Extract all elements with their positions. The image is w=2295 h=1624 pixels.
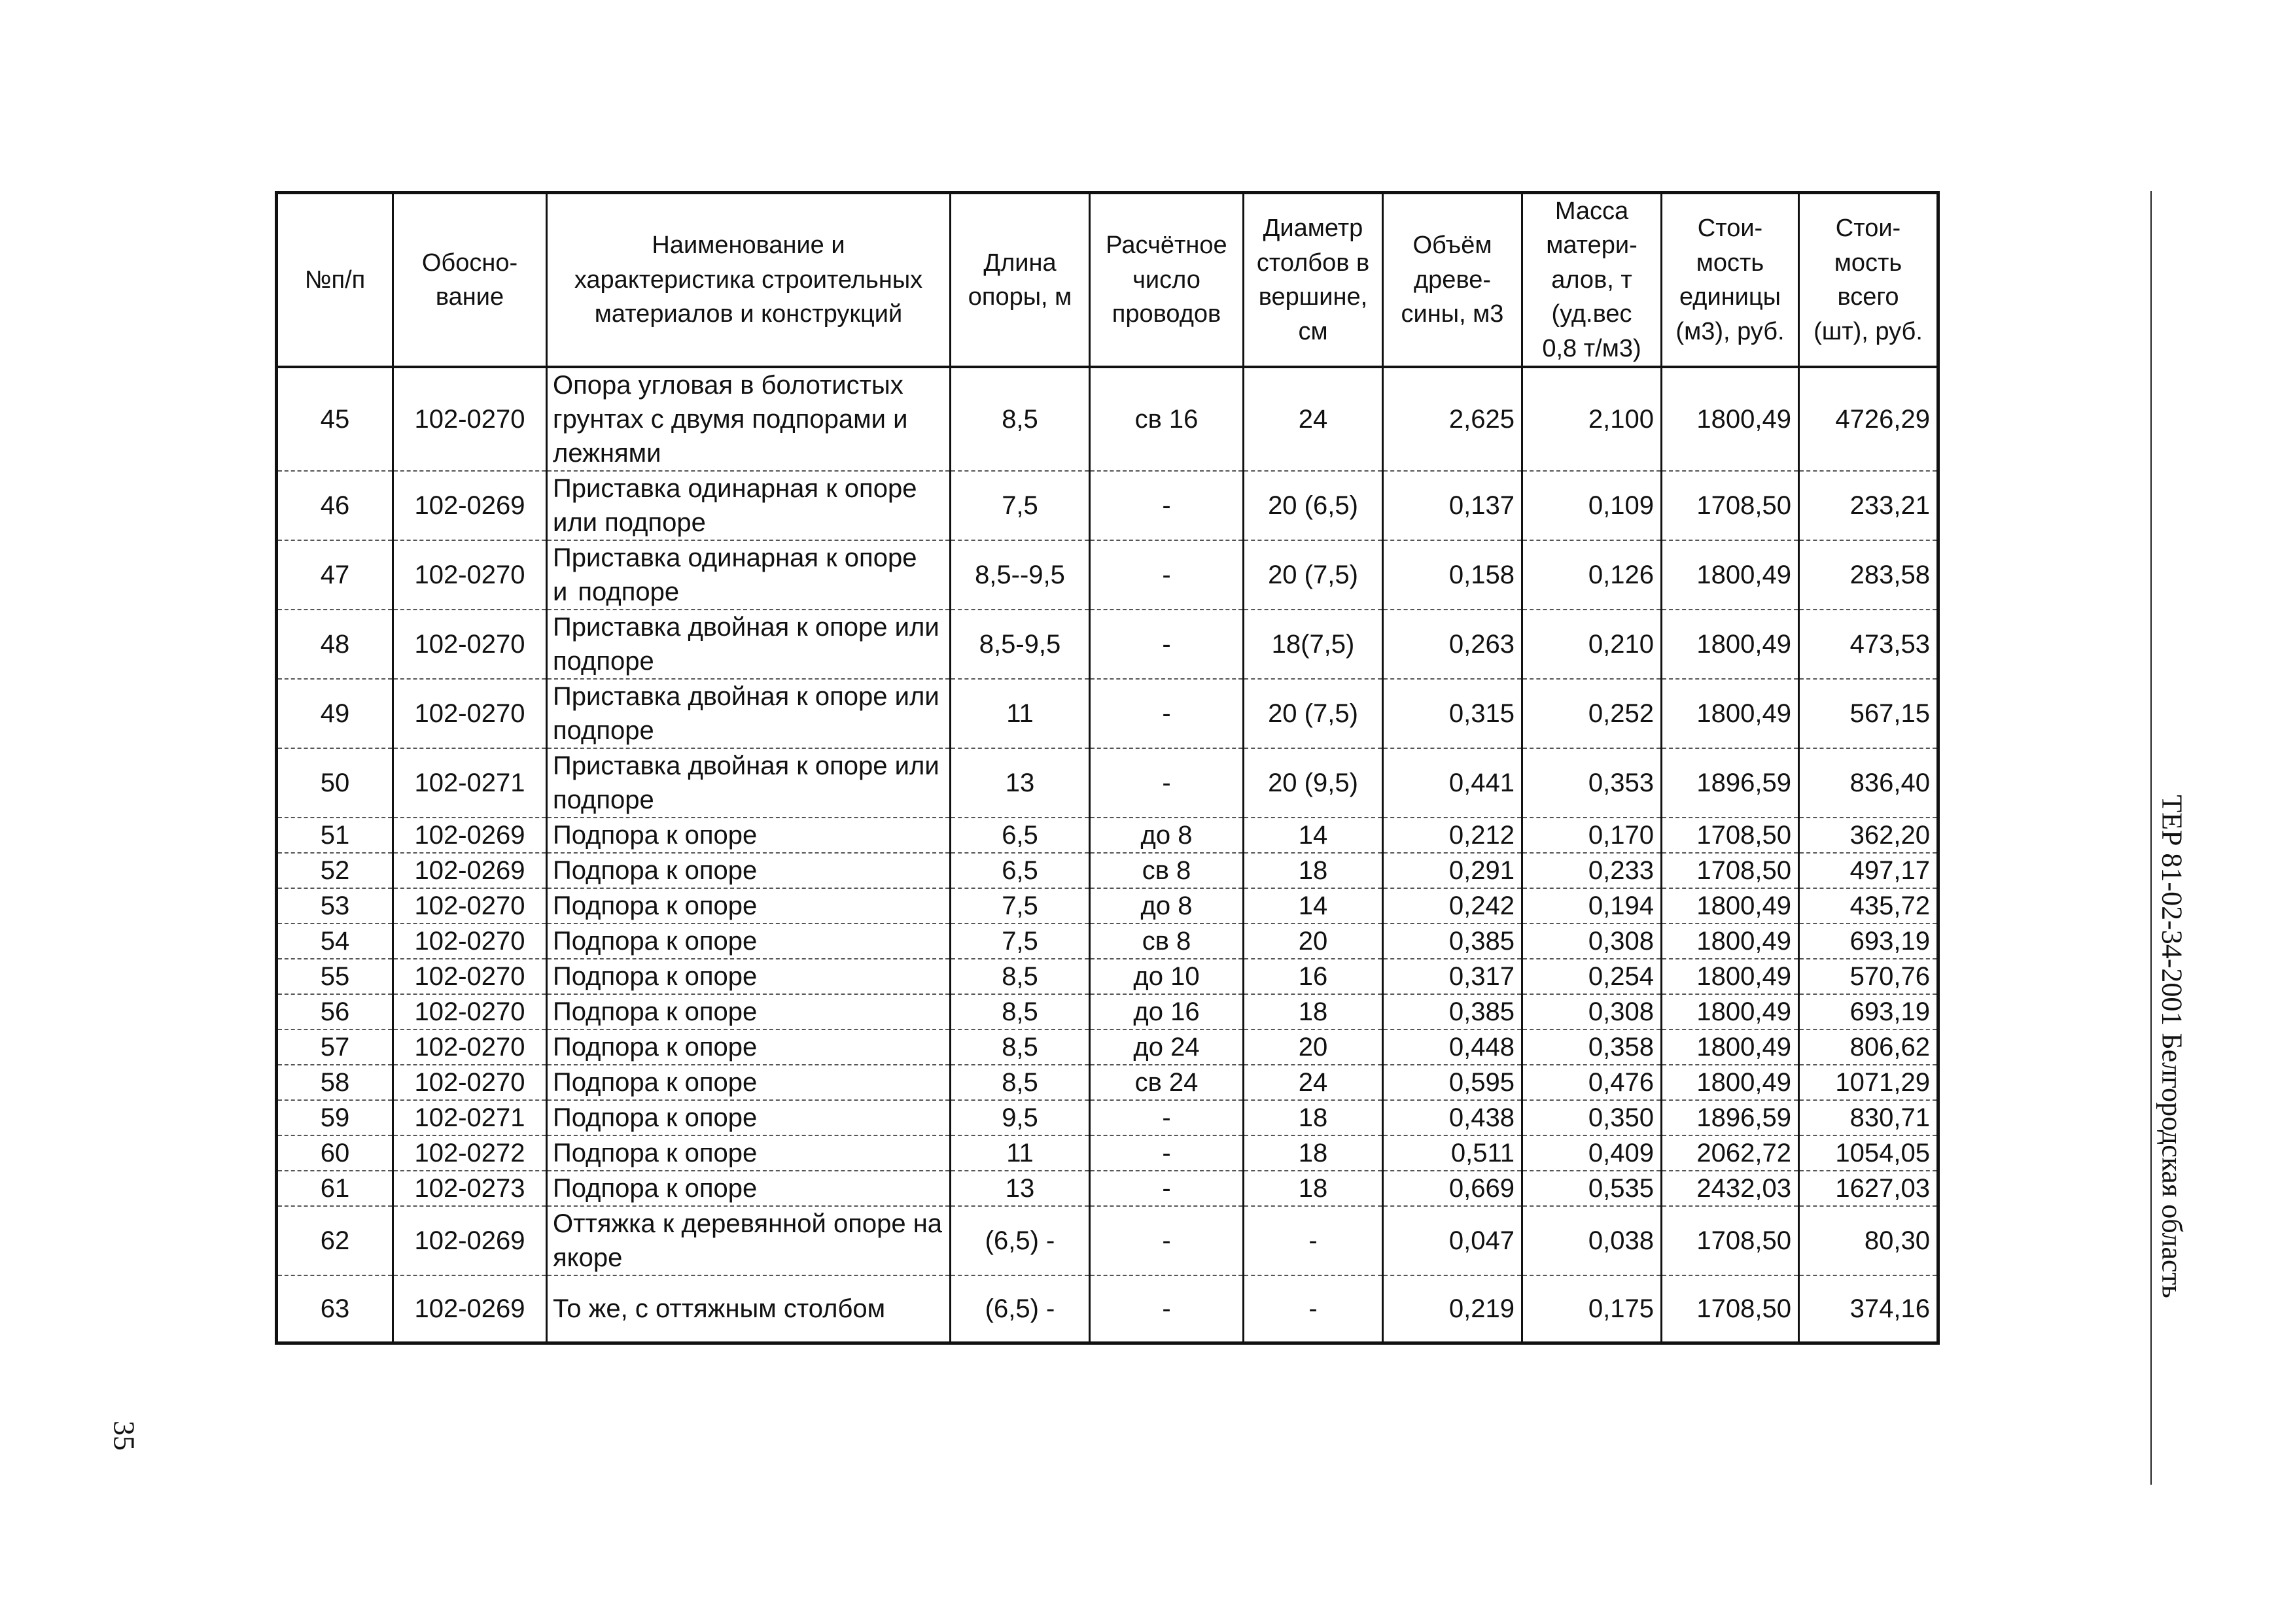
cell-total-cost: 806,62 [1799,1029,1938,1065]
table-row [277,1029,1938,1065]
cell-wires: до 10 [1090,959,1244,994]
header-row [277,193,1938,368]
cell-wires: св 8 [1090,853,1244,888]
cell-diameter: 14 [1244,888,1383,924]
cell-unit-cost: 1800,49 [1662,959,1799,994]
cell-unit-cost: 1708,50 [1662,1206,1799,1275]
cell-number: 56 [277,994,393,1029]
cell-diameter: 14 [1244,818,1383,853]
cell-unit-cost: 1800,49 [1662,540,1799,610]
cell-volume: 0,242 [1383,888,1522,924]
cell-wires: - [1090,610,1244,679]
cell-length: 6,5 [951,818,1090,853]
cell-length: 9,5 [951,1100,1090,1135]
cell-volume: 0,291 [1383,853,1522,888]
cell-unit-cost: 1800,49 [1662,994,1799,1029]
cell-wires: - [1090,1206,1244,1275]
cell-name: Приставка двойная к опоре или подпоре [547,610,951,679]
cell-diameter: 18 [1244,1100,1383,1135]
cell-name: Подпора к опоре [547,1029,951,1065]
cell-total-cost: 830,71 [1799,1100,1938,1135]
cell-name: Подпора к опоре [547,1065,951,1100]
cell-basis: 102-0270 [393,1065,547,1100]
header-volume: Объём древе- сины, м3 [1383,193,1522,368]
cell-basis: 102-0270 [393,959,547,994]
cell-diameter: 20 (7,5) [1244,679,1383,748]
cell-diameter: 20 (6,5) [1244,471,1383,540]
cell-length: 8,5--9,5 [951,540,1090,610]
cell-length: 7,5 [951,888,1090,924]
table-row [277,1100,1938,1135]
cell-mass: 0,233 [1522,853,1662,888]
binding-edge-line [2150,191,2152,1485]
cell-mass: 0,358 [1522,1029,1662,1065]
cell-volume: 0,595 [1383,1065,1522,1100]
cell-length: 8,5 [951,1065,1090,1100]
header-number: №п/п [277,193,393,368]
cell-unit-cost: 1896,59 [1662,748,1799,818]
cell-mass: 0,252 [1522,679,1662,748]
cell-name: Приставка двойная к опоре или подпоре [547,748,951,818]
cell-total-cost: 473,53 [1799,610,1938,679]
page-number: 35 [107,1421,141,1451]
cell-basis: 102-0270 [393,888,547,924]
header-diameter: Диаметр столбов в вершине, см [1244,193,1383,368]
cell-mass: 0,175 [1522,1275,1662,1343]
cell-number: 46 [277,471,393,540]
cell-wires: св 16 [1090,367,1244,471]
cell-name: Подпора к опоре [547,1135,951,1171]
cell-diameter: 18 [1244,1171,1383,1206]
cell-unit-cost: 1708,50 [1662,1275,1799,1343]
cell-diameter: 16 [1244,959,1383,994]
cell-mass: 0,210 [1522,610,1662,679]
table-row [277,748,1938,818]
cell-name: Подпора к опоре [547,888,951,924]
cell-length: 8,5 [951,994,1090,1029]
cell-number: 48 [277,610,393,679]
cell-diameter: 18 [1244,994,1383,1029]
cell-length: (6,5) - [951,1206,1090,1275]
cell-wires: св 8 [1090,924,1244,959]
cell-basis: 102-0272 [393,1135,547,1171]
cell-volume: 0,448 [1383,1029,1522,1065]
cell-volume: 0,137 [1383,471,1522,540]
cell-diameter: 24 [1244,367,1383,471]
cell-number: 58 [277,1065,393,1100]
cell-mass: 0,350 [1522,1100,1662,1135]
cell-volume: 0,047 [1383,1206,1522,1275]
table-row [277,610,1938,679]
cell-unit-cost: 1708,50 [1662,471,1799,540]
cell-volume: 0,385 [1383,924,1522,959]
cell-number: 53 [277,888,393,924]
cell-unit-cost: 1800,49 [1662,1065,1799,1100]
cell-wires: - [1090,540,1244,610]
cell-volume: 0,158 [1383,540,1522,610]
cell-diameter: 18 [1244,853,1383,888]
cell-unit-cost: 1800,49 [1662,610,1799,679]
cell-length: 8,5 [951,367,1090,471]
cell-name: Приставка одинарная к опоре или подпоре [547,471,951,540]
cell-mass: 0,308 [1522,924,1662,959]
table-row [277,853,1938,888]
cell-basis: 102-0270 [393,540,547,610]
cell-mass: 0,126 [1522,540,1662,610]
cell-name: Приставка одинарная к опоре и подпоре [547,540,951,610]
table-row [277,1135,1938,1171]
cell-basis: 102-0270 [393,1029,547,1065]
cell-volume: 0,317 [1383,959,1522,994]
cell-wires: - [1090,679,1244,748]
cell-diameter: 20 [1244,1029,1383,1065]
cell-total-cost: 1071,29 [1799,1065,1938,1100]
cell-number: 52 [277,853,393,888]
cell-volume: 0,212 [1383,818,1522,853]
cell-total-cost: 80,30 [1799,1206,1938,1275]
cell-total-cost: 374,16 [1799,1275,1938,1343]
cell-basis: 102-0270 [393,924,547,959]
header-length: Длина опоры, м [951,193,1090,368]
cell-unit-cost: 1800,49 [1662,1029,1799,1065]
cell-unit-cost: 1708,50 [1662,853,1799,888]
cell-mass: 0,409 [1522,1135,1662,1171]
cell-mass: 0,038 [1522,1206,1662,1275]
cell-number: 50 [277,748,393,818]
cell-name: Подпора к опоре [547,818,951,853]
cell-unit-cost: 1800,49 [1662,888,1799,924]
cell-wires: св 24 [1090,1065,1244,1100]
table-row [277,1065,1938,1100]
table-row [277,471,1938,540]
cell-wires: - [1090,1135,1244,1171]
cell-wires: - [1090,471,1244,540]
cell-name: Подпора к опоре [547,853,951,888]
cell-basis: 102-0270 [393,679,547,748]
cell-mass: 0,254 [1522,959,1662,994]
cell-length: 11 [951,679,1090,748]
table-row [277,959,1938,994]
cell-basis: 102-0269 [393,853,547,888]
cell-number: 45 [277,367,393,471]
cell-unit-cost: 1896,59 [1662,1100,1799,1135]
cell-number: 47 [277,540,393,610]
cell-volume: 2,625 [1383,367,1522,471]
cell-length: 7,5 [951,471,1090,540]
cell-volume: 0,511 [1383,1135,1522,1171]
cell-length: 11 [951,1135,1090,1171]
cell-diameter: 20 [1244,924,1383,959]
cell-total-cost: 693,19 [1799,924,1938,959]
cell-basis: 102-0270 [393,994,547,1029]
cell-number: 60 [277,1135,393,1171]
cell-length: 6,5 [951,853,1090,888]
table-row [277,994,1938,1029]
cell-volume: 0,315 [1383,679,1522,748]
cell-total-cost: 4726,29 [1799,367,1938,471]
cell-mass: 0,170 [1522,818,1662,853]
cell-number: 63 [277,1275,393,1343]
cell-name: То же, с оттяжным столбом [547,1275,951,1343]
cell-basis: 102-0271 [393,1100,547,1135]
cell-total-cost: 362,20 [1799,818,1938,853]
cell-name: Оттяжка к деревянной опоре на якоре [547,1206,951,1275]
cell-basis: 102-0273 [393,1171,547,1206]
cell-length: (6,5) - [951,1275,1090,1343]
cell-diameter: - [1244,1206,1383,1275]
cell-name: Опора угловая в болотистых грунтах с двумя подпорами и лежнями [547,367,951,471]
cell-wires: до 16 [1090,994,1244,1029]
cell-basis: 102-0270 [393,367,547,471]
cell-diameter: 20 (9,5) [1244,748,1383,818]
cell-total-cost: 435,72 [1799,888,1938,924]
cell-name: Подпора к опоре [547,1171,951,1206]
cell-total-cost: 497,17 [1799,853,1938,888]
cell-length: 8,5 [951,959,1090,994]
cell-number: 57 [277,1029,393,1065]
cell-mass: 0,353 [1522,748,1662,818]
table-row [277,888,1938,924]
cell-basis: 102-0271 [393,748,547,818]
table-row [277,924,1938,959]
cell-name: Подпора к опоре [547,959,951,994]
table-row [277,679,1938,748]
cell-total-cost: 1627,03 [1799,1171,1938,1206]
cell-wires: - [1090,1275,1244,1343]
cell-wires: до 8 [1090,818,1244,853]
cell-diameter: 24 [1244,1065,1383,1100]
cell-mass: 2,100 [1522,367,1662,471]
cell-name: Подпора к опоре [547,994,951,1029]
table-row [277,540,1938,610]
cell-number: 62 [277,1206,393,1275]
cell-mass: 0,109 [1522,471,1662,540]
cell-unit-cost: 2062,72 [1662,1135,1799,1171]
cell-basis: 102-0269 [393,1206,547,1275]
cell-total-cost: 567,15 [1799,679,1938,748]
cell-wires: - [1090,1171,1244,1206]
header-total-cost: Стои- мость всего (шт), руб. [1799,193,1938,368]
cell-basis: 102-0269 [393,1275,547,1343]
cell-name: Подпора к опоре [547,1100,951,1135]
table-row [277,1206,1938,1275]
cell-wires: до 24 [1090,1029,1244,1065]
cell-total-cost: 570,76 [1799,959,1938,994]
cell-basis: 102-0270 [393,610,547,679]
cell-wires: - [1090,748,1244,818]
cell-length: 8,5 [951,1029,1090,1065]
header-name: Наименование и характеристика строительных материалов и конструкций [547,193,951,368]
cell-volume: 0,441 [1383,748,1522,818]
table-row [277,1275,1938,1343]
cell-length: 8,5-9,5 [951,610,1090,679]
cell-diameter: 20 (7,5) [1244,540,1383,610]
cell-unit-cost: 1800,49 [1662,679,1799,748]
cell-number: 61 [277,1171,393,1206]
cell-total-cost: 836,40 [1799,748,1938,818]
cell-total-cost: 283,58 [1799,540,1938,610]
cell-diameter: 18 [1244,1135,1383,1171]
cell-diameter: 18(7,5) [1244,610,1383,679]
header-unit-cost: Стои- мость единицы (м3), руб. [1662,193,1799,368]
cell-volume: 0,669 [1383,1171,1522,1206]
cell-number: 49 [277,679,393,748]
cell-wires: - [1090,1100,1244,1135]
cell-length: 13 [951,748,1090,818]
cell-total-cost: 693,19 [1799,994,1938,1029]
cell-wires: до 8 [1090,888,1244,924]
cell-mass: 0,308 [1522,994,1662,1029]
cell-length: 13 [951,1171,1090,1206]
cell-volume: 0,219 [1383,1275,1522,1343]
cell-number: 59 [277,1100,393,1135]
cell-mass: 0,476 [1522,1065,1662,1100]
cell-diameter: - [1244,1275,1383,1343]
cell-number: 51 [277,818,393,853]
cell-name: Приставка двойная к опоре или подпоре [547,679,951,748]
cell-basis: 102-0269 [393,471,547,540]
cell-unit-cost: 1708,50 [1662,818,1799,853]
cell-total-cost: 1054,05 [1799,1135,1938,1171]
cell-name: Подпора к опоре [547,924,951,959]
header-wires: Расчётное число проводов [1090,193,1244,368]
cell-basis: 102-0269 [393,818,547,853]
header-basis: Обосно- вание [393,193,547,368]
cell-mass: 0,194 [1522,888,1662,924]
table-row [277,818,1938,853]
table-body [277,367,1938,1343]
cell-unit-cost: 1800,49 [1662,924,1799,959]
materials-table [275,191,1940,1345]
cell-volume: 0,263 [1383,610,1522,679]
cell-total-cost: 233,21 [1799,471,1938,540]
cell-unit-cost: 2432,03 [1662,1171,1799,1206]
cell-number: 54 [277,924,393,959]
document-code-caption: ТЕР 81-02-34-2001 Белгородская область [2156,795,2188,1298]
cell-unit-cost: 1800,49 [1662,367,1799,471]
header-mass: Масса матери- алов, т (уд.вес 0,8 т/м3) [1522,193,1662,368]
cell-length: 7,5 [951,924,1090,959]
cell-mass: 0,535 [1522,1171,1662,1206]
table-row [277,1171,1938,1206]
cell-number: 55 [277,959,393,994]
cell-volume: 0,385 [1383,994,1522,1029]
table-row [277,367,1938,471]
cell-volume: 0,438 [1383,1100,1522,1135]
